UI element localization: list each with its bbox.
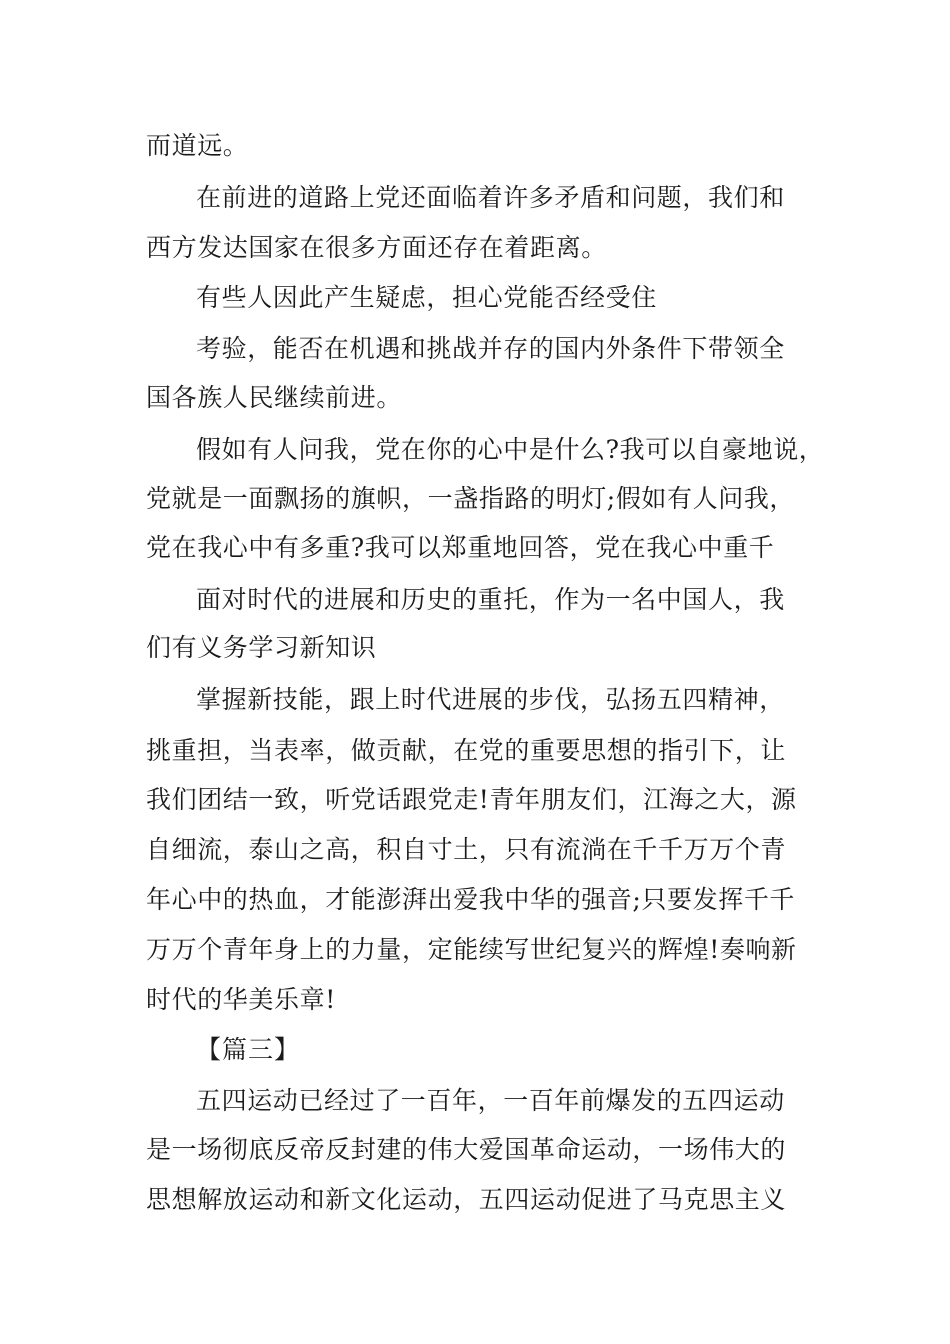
text-line: 面对时代的进展和历史的重托，作为一名中国人，我: [196, 585, 785, 614]
text-line: 时代的华美乐章!: [146, 985, 336, 1014]
text-line: 自细流，泰山之高，积自寸土，只有流淌在千千万万个青: [146, 835, 787, 864]
text-line: 在前进的道路上党还面临着许多矛盾和问题，我们和: [196, 183, 785, 212]
section-heading: 【篇三】: [196, 1035, 301, 1064]
text-line: 挑重担，当表率，做贡献，在党的重要思想的指引下，让: [146, 736, 787, 765]
text-line: 假如有人问我，党在你的心中是什么?我可以自豪地说，: [196, 435, 825, 464]
text-line: 有些人因此产生疑虑，担心党能否经受住: [196, 283, 657, 312]
text-line: 西方发达国家在很多方面还存在着距离。: [146, 233, 607, 262]
text-line: 思想解放运动和新文化运动，五四运动促进了马克思主义: [146, 1185, 787, 1214]
text-line: 是一场彻底反帝反封建的伟大爱国革命运动，一场伟大的: [146, 1135, 787, 1164]
text-line: 五四运动已经过了一百年，一百年前爆发的五四运动: [196, 1086, 785, 1115]
text-line: 考验，能否在机遇和挑战并存的国内外条件下带领全: [196, 334, 785, 363]
text-line: 党在我心中有多重?我可以郑重地回答，党在我心中重千: [146, 533, 775, 562]
text-line: 掌握新技能，跟上时代进展的步伐，弘扬五四精神，: [196, 685, 785, 714]
text-line: 我们团结一致，听党话跟党走!青年朋友们，江海之大，源: [146, 785, 797, 814]
text-line: 而道远。: [146, 131, 249, 160]
text-line: 年心中的热血，才能澎湃出爱我中华的强音;只要发挥千千: [146, 885, 796, 914]
text-line: 们有义务学习新知识: [146, 633, 377, 662]
text-line: 党就是一面飘扬的旗帜，一盏指路的明灯;假如有人问我，: [146, 484, 796, 513]
text-line: 国各族人民继续前进。: [146, 383, 403, 412]
text-line: 万万个青年身上的力量，定能续写世纪复兴的辉煌!奏响新: [146, 935, 797, 964]
